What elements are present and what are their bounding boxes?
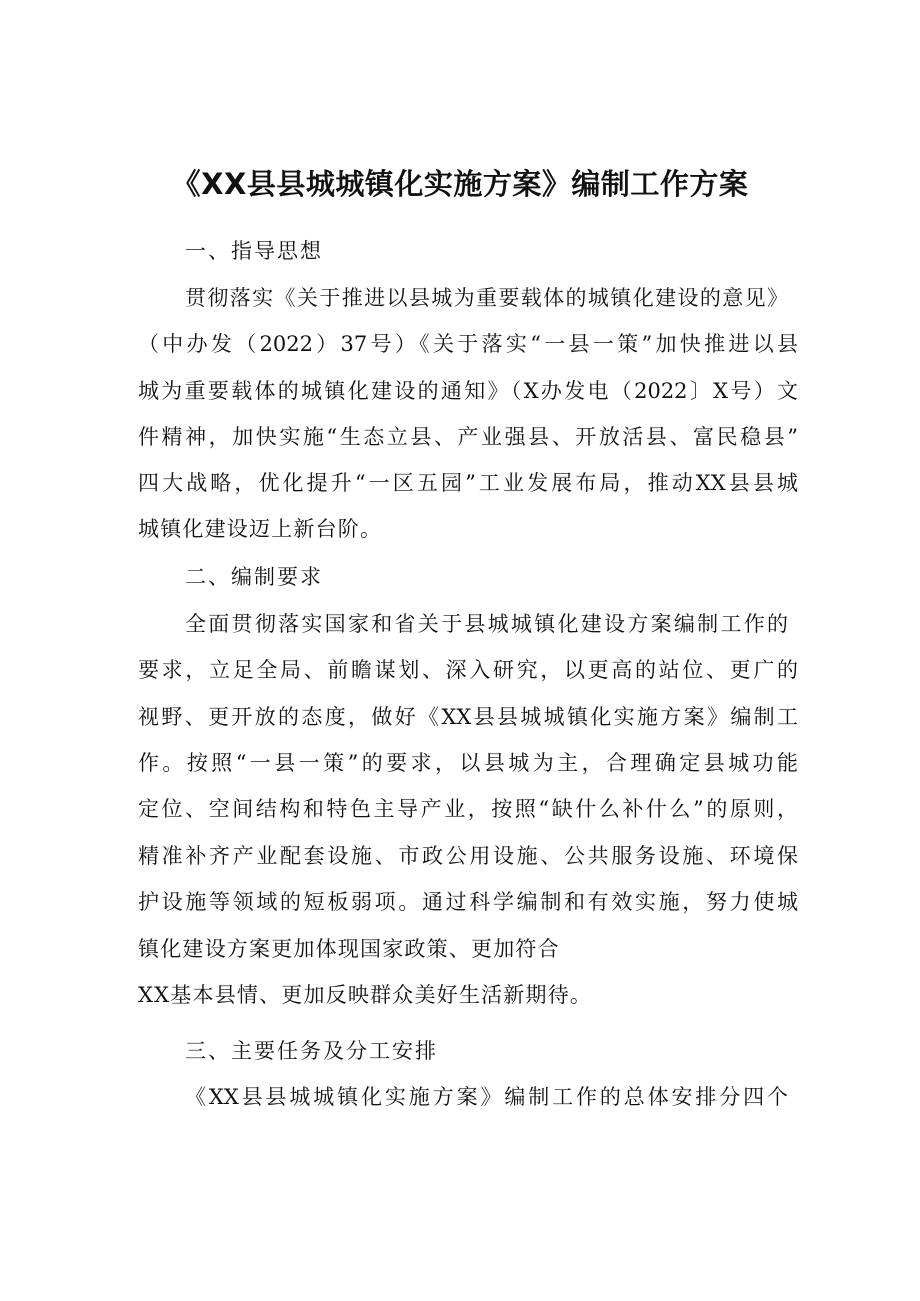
paragraph-line: 定位、空间结构和特色主导产业，按照“缺什么补什么”的原则， (138, 797, 798, 821)
section-heading-guiding-ideology: 一、指导思想 (185, 239, 323, 263)
section-heading-compilation-requirements: 二、编制要求 (185, 565, 323, 589)
document-title: 《XX县县城城镇化实施方案》编制工作方案 (171, 167, 749, 201)
paragraph-line: 作。按照“一县一策”的要求，以县城为主，合理确定县城功能 (138, 751, 798, 775)
paragraph-line: 护设施等领域的短板弱项。通过科学编制和有效实施，努力使城 (138, 890, 798, 914)
paragraph-line: 贯彻落实《关于推进以县城为重要载体的城镇化建设的意见》 (185, 286, 788, 310)
paragraph-line: XX基本县情、更加反映群众美好生活新期待。 (138, 983, 593, 1007)
paragraph-line: 四大战略，优化提升“一区五园”工业发展布局，推动XX县县城 (138, 471, 798, 495)
paragraph-line: （中办发（2022）37号）《关于落实“一县一策”加快推进以县 (138, 332, 798, 356)
section-heading-main-tasks: 三、主要任务及分工安排 (185, 1039, 438, 1063)
paragraph-line: 要求，立足全局、前瞻谋划、深入研究，以更高的站位、更广的 (138, 658, 798, 682)
paragraph-line: 城为重要载体的城镇化建设的通知》（X办发电（2022〕X号）文 (138, 379, 798, 403)
paragraph-line: 件精神，加快实施“生态立县、产业强县、开放活县、富民稳县” (138, 425, 798, 449)
paragraph-line: 镇化建设方案更加体现国家政策、更加符合 (138, 937, 560, 961)
paragraph-line: 视野、更开放的态度，做好《XX县县城城镇化实施方案》编制工 (138, 705, 798, 729)
paragraph-line: 《XX县县城城镇化实施方案》编制工作的总体安排分四个 (185, 1085, 788, 1109)
paragraph-line: 精准补齐产业配套设施、市政公用设施、公共服务设施、环境保 (138, 844, 798, 868)
paragraph-line: 城镇化建设迈上新台阶。 (138, 517, 383, 541)
paragraph-line: 全面贯彻落实国家和省关于县城城镇化建设方案编制工作的 (185, 612, 788, 636)
